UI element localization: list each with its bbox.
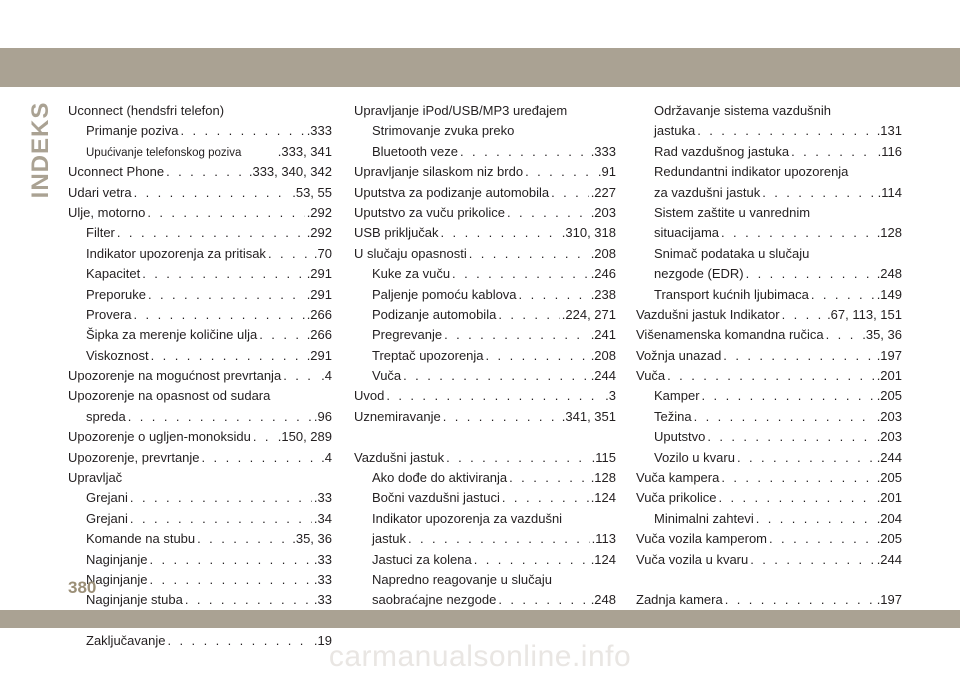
index-subentry [68, 121, 332, 141]
index-column-2 [354, 101, 616, 631]
dot-leader [283, 366, 319, 386]
index-term: Redundantni indikator upozorenja [654, 164, 849, 180]
index-term: situacijama [654, 225, 720, 241]
dot-leader [469, 244, 589, 264]
index-term: Upozorenje na mogućnost prevrtanja [68, 368, 282, 384]
page-reference: .201 [876, 490, 902, 506]
page-reference: .128 [876, 225, 902, 241]
index-entry [636, 305, 902, 325]
index-subentry [68, 550, 332, 570]
index-term: nezgode (EDR) [654, 266, 744, 282]
index-entry [354, 223, 616, 243]
index-term: Preporuke [86, 286, 146, 302]
index-term: Šipka za merenje količine ulja [86, 327, 258, 343]
index-entry [636, 590, 902, 610]
index-subentry [68, 142, 332, 162]
index-term: Bluetooth veze [372, 143, 459, 159]
index-term: Indikator upozorenja za pritisak [86, 245, 266, 261]
index-subentry [354, 529, 616, 549]
index-gap [354, 427, 616, 447]
index-subentry [354, 366, 616, 386]
dot-leader [444, 325, 589, 345]
page-reference: .224, 271 [561, 306, 616, 322]
index-term: Upozorenje na opasnost od sudara [68, 388, 271, 404]
page-reference: .114 [877, 184, 902, 200]
dot-leader [142, 264, 304, 284]
index-term: Naginjanje [86, 571, 148, 587]
dot-leader [441, 223, 560, 243]
dot-leader [486, 346, 589, 366]
dot-leader [443, 407, 560, 427]
index-subentry [68, 407, 332, 427]
dot-leader [474, 550, 589, 570]
index-term: Uvod [354, 388, 385, 404]
page-reference: .341, 351 [561, 408, 616, 424]
index-subentry [636, 121, 902, 141]
index-term: Vazdušni jastuk [354, 449, 445, 465]
index-entry [636, 346, 902, 366]
index-term: Komande na stubu [86, 531, 196, 547]
index-term: Uputstvo [654, 429, 706, 445]
dot-leader [151, 346, 305, 366]
page-reference: .244 [876, 551, 902, 567]
index-subentry [354, 121, 616, 141]
index-term: Upućivanje telefonskog poziva [86, 146, 242, 159]
dot-leader [202, 448, 320, 468]
index-term: Naginjanje [86, 551, 148, 567]
index-term: Uconnect (hendsfri telefon) [68, 103, 225, 118]
page-reference: .246 [590, 266, 616, 282]
index-entry [354, 386, 616, 406]
index-term: Ako dođe do aktiviranja [372, 470, 508, 486]
index-column-3 [636, 101, 902, 631]
index-subentry [636, 101, 902, 121]
dot-leader [460, 142, 589, 162]
dot-leader [149, 550, 311, 570]
index-subentry [636, 183, 902, 203]
page-reference: .33 [313, 551, 332, 567]
dot-leader [782, 305, 826, 325]
page-reference: .70 [313, 245, 332, 261]
index-term: Vuča kampera [636, 470, 720, 486]
page-reference: .333 [306, 123, 332, 139]
index-subentry [636, 509, 902, 529]
page-reference: .35, 36 [862, 327, 902, 343]
dot-leader [702, 386, 875, 406]
index-entry [354, 162, 616, 182]
index-term: jastuk [372, 531, 406, 547]
index-term: Višenamenska komandna ručica [636, 327, 824, 343]
index-subentry [354, 305, 616, 325]
index-subentry [354, 468, 616, 488]
page-reference: .292 [306, 204, 332, 220]
dot-leader [707, 427, 874, 447]
index-column-1 [68, 101, 332, 652]
page-reference: .205 [876, 470, 902, 486]
dot-leader [408, 529, 590, 549]
dot-leader [737, 448, 875, 468]
page-reference: .33 [313, 571, 332, 587]
page-reference: .292 [306, 225, 332, 241]
index-term: Kamper [654, 388, 700, 404]
dot-leader [762, 183, 875, 203]
index-subentry [636, 244, 902, 264]
dot-leader [149, 570, 311, 590]
index-term: Vožnja unazad [636, 347, 722, 363]
page-reference: .205 [876, 388, 902, 404]
index-entry [636, 550, 902, 570]
index-entry [636, 468, 902, 488]
page-reference: .53, 55 [292, 184, 332, 200]
index-subentry [68, 346, 332, 366]
index-subentry [354, 550, 616, 570]
index-term: Upravljač [68, 470, 123, 486]
page-reference: .35, 36 [292, 531, 332, 547]
index-subentry [354, 509, 616, 529]
dot-leader [197, 529, 290, 549]
index-term: Kapacitet [86, 266, 141, 282]
index-subentry [68, 590, 332, 610]
dot-leader [446, 448, 590, 468]
index-term: Upozorenje, prevrtanje [68, 449, 200, 465]
page-reference: .204 [876, 510, 902, 526]
index-entry [354, 448, 616, 468]
page-reference: .197 [876, 592, 902, 608]
dot-leader [718, 488, 874, 508]
index-term: Snimač podataka u slučaju [654, 245, 810, 261]
index-term: jastuka [654, 123, 696, 139]
page-reference: .266 [306, 306, 332, 322]
index-term: Uputstvo za vuču prikolice [354, 204, 506, 220]
index-subentry [354, 346, 616, 366]
page-reference: .205 [876, 531, 902, 547]
index-term: Grejani [86, 490, 128, 506]
page-reference: .91 [597, 164, 616, 180]
index-entry [636, 488, 902, 508]
index-subentry [68, 570, 332, 590]
index-term: Rad vazdušnog jastuka [654, 143, 790, 159]
index-entry [354, 244, 616, 264]
page-reference: .310, 318 [561, 225, 616, 241]
page-reference: .96 [313, 408, 332, 424]
index-subentry [354, 285, 616, 305]
page-reference: .149 [876, 286, 902, 302]
index-term: Podizanje automobila [372, 306, 497, 322]
section-label: INDEKS [27, 101, 54, 199]
dot-leader [667, 366, 875, 386]
dot-leader [130, 488, 312, 508]
index-term: Grejani [86, 510, 128, 526]
index-term: Naginjanje stuba [86, 592, 183, 608]
index-entry [636, 325, 902, 345]
page-reference: .333, 341 [277, 143, 332, 159]
page-reference: .333, 340, 342 [248, 164, 332, 180]
index-entry [68, 468, 332, 488]
index-term: Filter [86, 225, 115, 241]
index-term: za vazdušni jastuk [654, 184, 761, 200]
dot-leader [386, 386, 603, 406]
index-entry [68, 162, 332, 182]
index-subentry [68, 488, 332, 508]
index-term: Uputstva za podizanje automobila [354, 184, 550, 200]
index-term: Bočni vazdušni jastuci [372, 490, 500, 506]
index-term: saobraćajne nezgode [372, 592, 497, 608]
page-reference: .34 [313, 510, 332, 526]
index-subentry [68, 264, 332, 284]
index-term: Pregrevanje [372, 327, 443, 343]
index-term: Vazdušni jastuk Indikator [636, 306, 780, 322]
section-tab [26, 101, 56, 199]
page-number: 380 [68, 578, 97, 597]
dot-leader [750, 550, 874, 570]
index-term: Održavanje sistema vazdušnih [654, 103, 832, 118]
index-entry [68, 101, 332, 121]
index-entry [354, 203, 616, 223]
index-term: Napredno reagovanje u slučaju [372, 571, 552, 587]
index-subentry [354, 570, 616, 590]
index-entry [354, 101, 616, 121]
page-reference: .197 [876, 347, 902, 363]
page-reference: .4 [321, 368, 332, 384]
page-reference: .201 [876, 368, 902, 384]
index-term: Treptač upozorenja [372, 347, 484, 363]
index-term: Transport kućnih ljubimaca [654, 286, 809, 302]
index-entry [636, 529, 902, 549]
page-reference: .150, 289 [277, 429, 332, 445]
index-term: Provera [86, 306, 132, 322]
index-subentry [354, 488, 616, 508]
index-gap [636, 570, 902, 590]
index-subentry [68, 305, 332, 325]
index-term: Zadnja kamera [636, 592, 723, 608]
index-term: Upravljanje iPod/USB/MP3 uređajem [354, 103, 568, 118]
dot-leader [725, 590, 875, 610]
index-entry [68, 366, 332, 386]
dot-leader [746, 264, 875, 284]
index-term: Kuke za vuču [372, 266, 451, 282]
page-reference: .208 [590, 245, 616, 261]
index-subentry [636, 407, 902, 427]
page-reference: .266 [306, 327, 332, 343]
index-entry [354, 407, 616, 427]
dot-leader [756, 509, 875, 529]
page-reference: .244 [876, 449, 902, 465]
dot-leader [826, 325, 861, 345]
index-subentry [636, 203, 902, 223]
index-subentry [68, 285, 332, 305]
page-reference: .208 [590, 347, 616, 363]
index-subentry [354, 142, 616, 162]
page-reference: .227 [590, 184, 616, 200]
page-reference: .3 [605, 388, 616, 404]
index-term: Težina [654, 408, 692, 424]
page-reference: .113 [591, 531, 616, 547]
dot-leader [181, 121, 305, 141]
index-subentry [68, 325, 332, 345]
page-reference: .203 [876, 408, 902, 424]
header-band [0, 48, 960, 87]
index-term: spreda [86, 408, 126, 424]
dot-leader [721, 468, 874, 488]
index-term: Upozorenje o ugljen-monoksidu [68, 429, 251, 445]
watermark: carmanualsonline.info [328, 640, 632, 673]
index-subentry [636, 162, 902, 182]
page-reference: .291 [306, 347, 332, 363]
page-reference: .124 [590, 490, 616, 506]
page-reference: .241 [590, 327, 616, 343]
page-reference: .291 [306, 266, 332, 282]
index-term: Vuča [372, 368, 402, 384]
index-term: Sistem zaštite u vanrednim [654, 204, 811, 220]
index-entry [636, 366, 902, 386]
page-reference: .248 [590, 592, 616, 608]
index-entry [68, 448, 332, 468]
index-subentry [68, 529, 332, 549]
page-reference: .115 [591, 449, 616, 465]
page-reference: .203 [590, 204, 616, 220]
page-reference: .333 [590, 143, 616, 159]
page-reference: .244 [590, 368, 616, 384]
page-reference: .124 [590, 551, 616, 567]
page-reference: .67, 113, 151 [827, 306, 902, 322]
page-reference: .131 [876, 123, 902, 139]
index-subentry [636, 142, 902, 162]
dot-leader [721, 223, 875, 243]
dot-leader [525, 162, 596, 182]
index-term: U slučaju opasnosti [354, 245, 467, 261]
index-term: Vuča vozila u kvaru [636, 551, 749, 567]
index-term: Upravljanje silaskom niz brdo [354, 164, 524, 180]
dot-leader [117, 223, 305, 243]
dot-leader [507, 203, 589, 223]
index-entry [68, 183, 332, 203]
dot-leader [551, 183, 589, 203]
index-term: Uznemiravanje [354, 408, 441, 424]
dot-leader [148, 285, 305, 305]
index-subentry [636, 223, 902, 243]
index-subentry [354, 325, 616, 345]
page-reference: .291 [306, 286, 332, 302]
index-term: Jastuci za kolena [372, 551, 472, 567]
index-term: Vozilo u kvaru [654, 449, 735, 465]
page-reference: .19 [313, 633, 332, 649]
dot-leader [452, 264, 589, 284]
dot-leader [259, 325, 304, 345]
dot-leader [723, 346, 874, 366]
index-subentry [636, 427, 902, 447]
index-term: Ulje, motorno [68, 204, 146, 220]
dot-leader [498, 305, 559, 325]
index-entry [354, 183, 616, 203]
dot-leader [253, 427, 276, 447]
page-reference: .238 [590, 286, 616, 302]
index-term: Viskoznost [86, 347, 149, 363]
page-reference: .128 [590, 470, 616, 486]
page-reference: .248 [876, 266, 902, 282]
index-subentry [636, 386, 902, 406]
index-term: Udari vetra [68, 184, 132, 200]
index-term: Zaključavanje [86, 633, 166, 649]
index-subentry [354, 590, 616, 610]
index-term: USB priključak [354, 225, 439, 241]
index-term: Vuča prikolice [636, 490, 717, 506]
dot-leader [130, 509, 312, 529]
dot-leader [403, 366, 589, 386]
page-reference: .116 [877, 143, 902, 159]
dot-leader [134, 305, 305, 325]
dot-leader [769, 529, 875, 549]
index-subentry [636, 285, 902, 305]
page-reference: .4 [321, 449, 332, 465]
dot-leader [519, 285, 589, 305]
page-reference: .33 [313, 490, 332, 506]
index-term: Paljenje pomoću kablova [372, 286, 517, 302]
dot-leader [268, 244, 312, 264]
index-subentry [68, 509, 332, 529]
page-reference: .203 [876, 429, 902, 445]
index-term: Vuča vozila kamperom [636, 531, 768, 547]
dot-leader [498, 590, 588, 610]
index-subentry [636, 448, 902, 468]
page-reference: .33 [313, 592, 332, 608]
dot-leader [502, 488, 589, 508]
index-subentry [636, 264, 902, 284]
index-entry [68, 427, 332, 447]
index-term: Vuča [636, 368, 666, 384]
index-entry [68, 386, 332, 406]
dot-leader [166, 162, 247, 182]
dot-leader [791, 142, 876, 162]
index-term: Indikator upozorenja za vazdušni [372, 510, 563, 526]
index-subentry [68, 244, 332, 264]
dot-leader [509, 468, 589, 488]
index-subentry [354, 264, 616, 284]
index-term: Primanje poziva [86, 123, 179, 139]
dot-leader [811, 285, 875, 305]
index-term: Uconnect Phone [68, 164, 165, 180]
index-entry [68, 203, 332, 223]
dot-leader [694, 407, 875, 427]
index-subentry [68, 223, 332, 243]
index-term: Strimovanje zvuka preko [372, 123, 515, 139]
dot-leader [128, 407, 312, 427]
dot-leader [185, 590, 312, 610]
footer-band [0, 610, 960, 628]
dot-leader [697, 121, 874, 141]
dot-leader [134, 183, 291, 203]
index-term: Minimalni zahtevi [654, 510, 754, 526]
dot-leader [147, 203, 304, 223]
